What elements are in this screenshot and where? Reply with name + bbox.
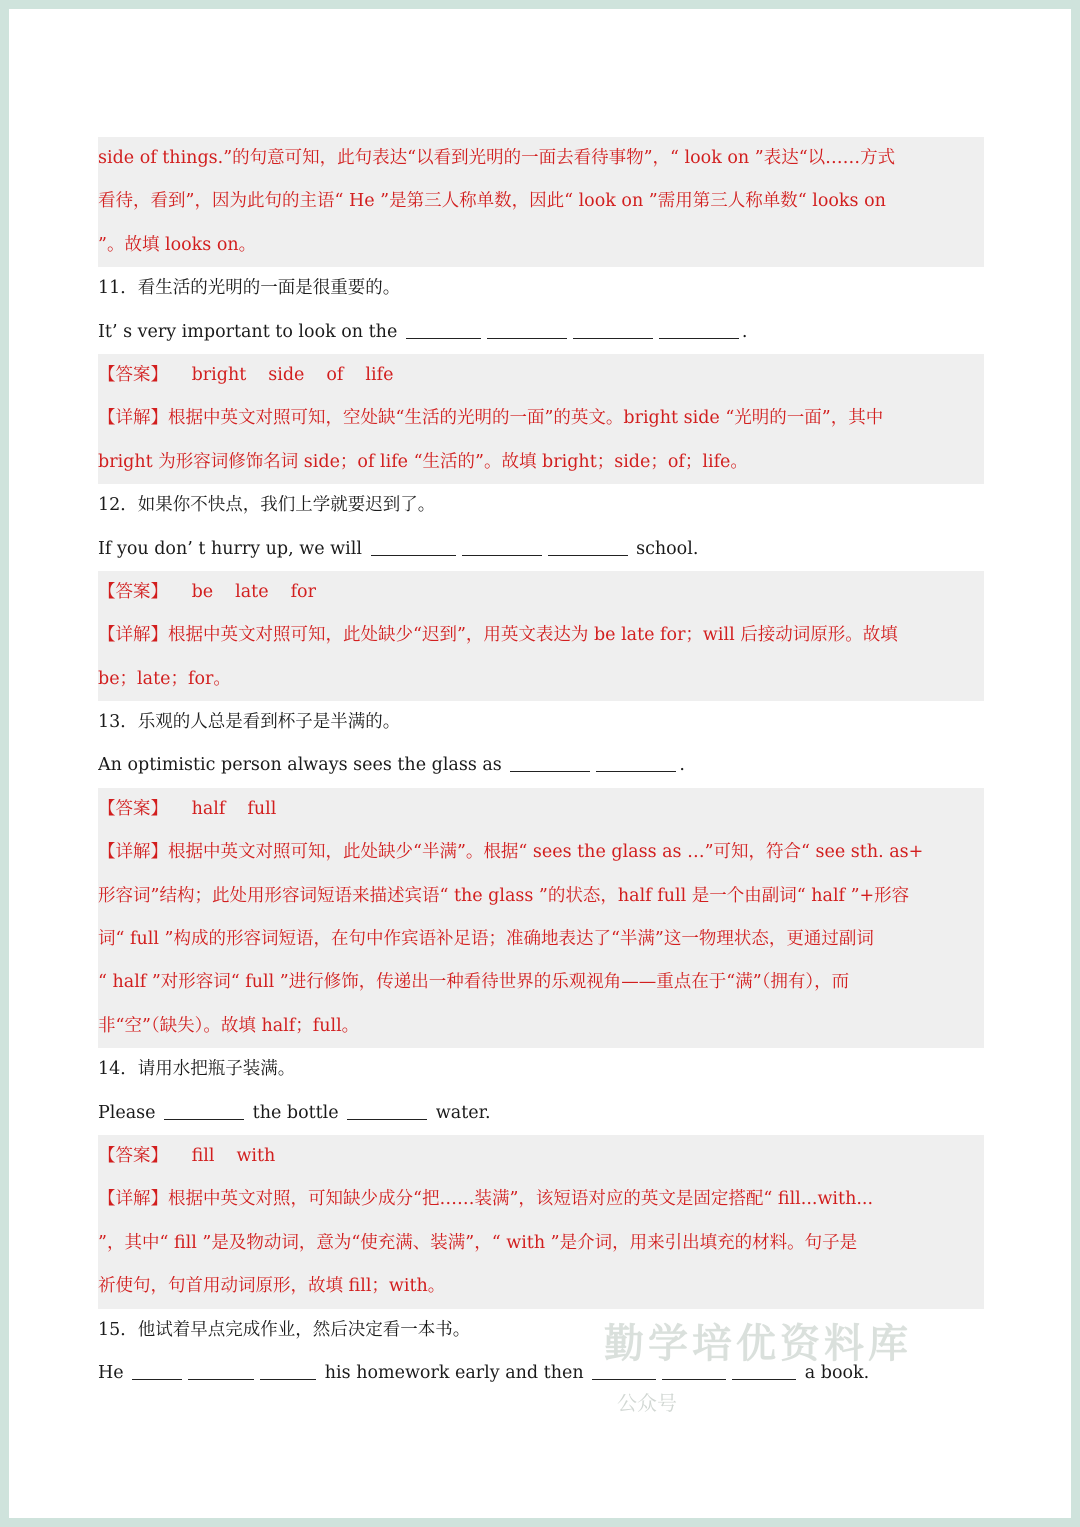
answer-word: life [365,364,394,385]
sentence-text: An optimistic person always sees the glass as [98,755,502,776]
question-14-prompt: 14．请用水把瓶子装满。 [98,1059,296,1080]
detail-label: 【详解】 [98,1189,168,1210]
question-12-prompt: 12．如果你不快点，我们上学就要迟到了。 [98,495,436,516]
question-11-prompt: 11．看生活的光明的一面是很重要的。 [98,278,401,299]
answer-word: with [236,1145,276,1166]
answer-word: be [191,581,214,602]
answer-line [98,571,984,614]
answer-label: 【答案】 [98,798,168,819]
answer-word: bright [191,364,247,385]
detail-line: bright 为形容词修饰名词 side；of life “生活的”。故填 bright；side；of；life。 [98,451,748,472]
detail-text: 根据中英文对照，可知缺少成分“把……装满”，该短语对应的英文是固定搭配“ fill...with... [168,1189,874,1210]
answer-line [98,788,984,831]
sentence-text: water. [435,1102,491,1123]
blank [260,1361,316,1380]
question-15-prompt: 15．他试着早点完成作业，然后决定看一本书。 [98,1319,471,1340]
blank [510,753,590,772]
answer-label: 【答案】 [98,364,168,385]
answer-line [98,354,984,397]
detail-label: 【详解】 [98,625,168,646]
sentence-text: his homework early and then [324,1362,584,1383]
question-13-prompt: 13．乐观的人总是看到杯子是半满的。 [98,712,401,733]
blank [406,319,481,338]
sentence-text: . [741,321,748,342]
detail-line: be；late；for。 [98,668,231,689]
answer-word: for [290,581,316,602]
sentence-text: school. [636,538,699,559]
sentence-text: Please [98,1102,156,1123]
sentence-text: If you don’ t hurry up, we will [98,538,362,559]
answer-word: late [235,581,269,602]
blank [164,1100,244,1119]
answer-label: 【答案】 [98,1145,168,1166]
detail-text: 根据中英文对照可知，此处缺少“迟到”，用英文表达为 be late for；will 后接动词原形。故填 [168,625,898,646]
detail-line [98,614,984,657]
answer-word: side [268,364,305,385]
detail-line [98,831,984,874]
sentence-text: . [679,755,685,776]
blank [659,319,739,338]
detail-line: ”。故填 looks on。 [98,234,257,255]
document-content [98,137,984,1395]
detail-line: 看待，看到”，因为此句的主语“ He ”是第三人称单数，因此“ look on ”需用第三人称单数“ looks on [98,191,886,212]
blank [573,319,653,338]
blank [347,1100,427,1119]
question-11-answer [98,354,984,484]
blank [188,1361,254,1380]
sentence-text: a book. [804,1362,870,1383]
detail-line: 词“ full ”构成的形容词短语，在句中作宾语补足语；准确地表达了“半满”这一物理状态，更通过副词 [98,929,874,950]
question-12-answer [98,571,984,701]
answer-word: fill [191,1145,215,1166]
question-14-answer [98,1135,984,1309]
answer-word: of [326,364,344,385]
question-14-sentence [98,1092,984,1135]
detail-line: 祈使句，句首用动词原形，故填 fill；with。 [98,1276,446,1297]
detail-text: 根据中英文对照可知，此处缺少“半满”。根据“ sees the glass as …”可知，符合“ see sth. as+ [168,842,924,863]
answer-word: full [247,798,277,819]
blank [462,536,542,555]
detail-line: ”，其中“ fill ”是及物动词，意为“使充满、装满”，“ with ”是介词，用来引出填充的材料。句子是 [98,1232,858,1253]
blank [548,536,628,555]
watermark-subtext: 公众号 [617,1391,677,1415]
sentence-text: He [98,1362,124,1383]
detail-line: side of things.”的句意可知，此句表达“以看到光明的一面去看待事物”，“ look on ”表达“以……方式 [98,148,896,168]
answer-label: 【答案】 [98,581,168,602]
watermark-text: 勤学培优资料库 [604,1321,912,1367]
document-page [9,9,1071,1518]
question-13-answer [98,788,984,1048]
question-11-sentence [98,311,984,354]
detail-line: “ half ”对形容词“ full ”进行修饰，传递出一种看待世界的乐观视角——重点在于“满”（拥有），而 [98,972,850,993]
detail-text: 根据中英文对照可知，空处缺“生活的光明的一面”的英文。bright side “光明的一面”，其中 [168,408,884,429]
sentence-text: It’ s very important to look on the [98,321,398,342]
detail-label: 【详解】 [98,842,168,863]
blank [132,1361,182,1380]
detail-line [98,397,984,440]
blank [371,536,456,555]
blank [596,753,676,772]
q10-answer-continuation [98,137,984,267]
detail-label: 【详解】 [98,408,168,429]
answer-word: half [191,798,226,819]
detail-line [98,1178,984,1221]
sentence-text: the bottle [252,1102,339,1123]
answer-line [98,1135,984,1178]
detail-line: 非“空”（缺失）。故填 half；full。 [98,1015,360,1036]
question-13-sentence [98,744,984,787]
question-12-sentence [98,528,984,571]
blank [487,319,567,338]
detail-line: 形容词”结构；此处用形容词短语来描述宾语“ the glass ”的状态，half full 是一个由副词“ half ”+形容 [98,885,910,906]
